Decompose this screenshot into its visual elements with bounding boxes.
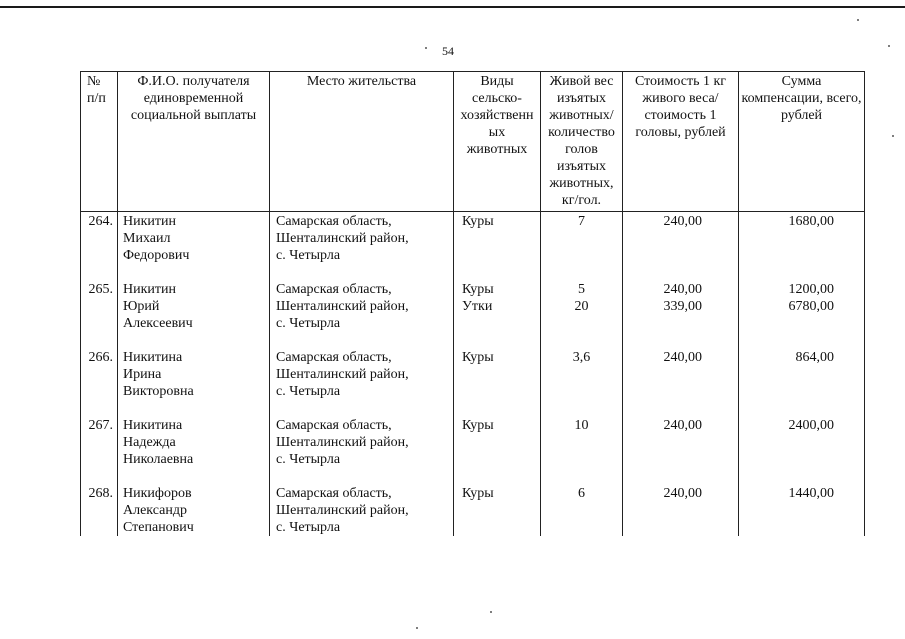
animal-type: Куры [454, 349, 541, 400]
residence: Самарская область, Шенталинский район, с. Четырла [270, 212, 454, 265]
table-row [81, 417, 865, 468]
table-row [81, 349, 865, 400]
animal-type: Куры [454, 485, 541, 536]
scan-speck [416, 627, 418, 629]
residence: Самарская область, Шенталинский район, с. Четырла [270, 417, 454, 468]
header-recipient-name: Ф.И.О. получателя единовременной социальной выплаты [118, 72, 270, 212]
recipient-name: Никифоров Александр Степанович [118, 485, 270, 536]
recipient-name: Никитина Ирина Викторовна [118, 349, 270, 400]
row-number: 267. [81, 417, 118, 468]
live-weight: 10 [541, 417, 623, 468]
header-number: № п/п [81, 72, 118, 212]
row-spacer [81, 468, 865, 485]
header-residence: Место жительства [270, 72, 454, 212]
residence: Самарская область, Шенталинский район, с. Четырла [270, 281, 454, 332]
price: 240,00 [623, 212, 739, 265]
residence: Самарская область, Шенталинский район, с. Четырла [270, 485, 454, 536]
scan-speck [857, 19, 859, 21]
compensation-sum: 2400,00 [739, 417, 865, 468]
row-number: 268. [81, 485, 118, 536]
header-live-weight: Живой вес изъятых животных/ количество голов изъятых животных, кг/гол. [541, 72, 623, 212]
recipient-name: Никитина Надежда Николаевна [118, 417, 270, 468]
table-body [81, 212, 865, 537]
residence: Самарская область, Шенталинский район, с. Четырла [270, 349, 454, 400]
row-number: 265. [81, 281, 118, 332]
row-spacer [81, 264, 865, 281]
table-row [81, 281, 865, 332]
table-header [81, 72, 865, 212]
animal-type: Куры [454, 417, 541, 468]
scan-speck [425, 47, 427, 49]
table-row [81, 485, 865, 536]
row-number: 266. [81, 349, 118, 400]
row-spacer [81, 400, 865, 417]
recipient-name: Никитин Юрий Алексеевич [118, 281, 270, 332]
live-weight: 3,6 [541, 349, 623, 400]
price: 240,00 339,00 [623, 281, 739, 332]
animal-type: Куры [454, 212, 541, 265]
compensation-table [80, 71, 865, 536]
price: 240,00 [623, 485, 739, 536]
page-number: 54 [442, 44, 454, 58]
compensation-sum: 1200,00 6780,00 [739, 281, 865, 332]
table-row [81, 212, 865, 265]
row-number: 264. [81, 212, 118, 265]
row-spacer [81, 332, 865, 349]
live-weight: 7 [541, 212, 623, 265]
price: 240,00 [623, 349, 739, 400]
recipient-name: Никитин Михаил Федорович [118, 212, 270, 265]
compensation-sum: 864,00 [739, 349, 865, 400]
top-rule [0, 6, 905, 8]
live-weight: 5 20 [541, 281, 623, 332]
compensation-sum: 1680,00 [739, 212, 865, 265]
scan-speck [892, 135, 894, 137]
scan-speck [888, 45, 890, 47]
price: 240,00 [623, 417, 739, 468]
live-weight: 6 [541, 485, 623, 536]
header-animal-types: Виды сельско- хозяйственн ых животных [454, 72, 541, 212]
animal-type: Куры Утки [454, 281, 541, 332]
header-price-per-kg: Стоимость 1 кг живого веса/стоимость 1 головы, рублей [623, 72, 739, 212]
header-compensation-sum: Сумма компенсации, всего, рублей [739, 72, 865, 212]
compensation-sum: 1440,00 [739, 485, 865, 536]
scan-speck [490, 611, 492, 613]
